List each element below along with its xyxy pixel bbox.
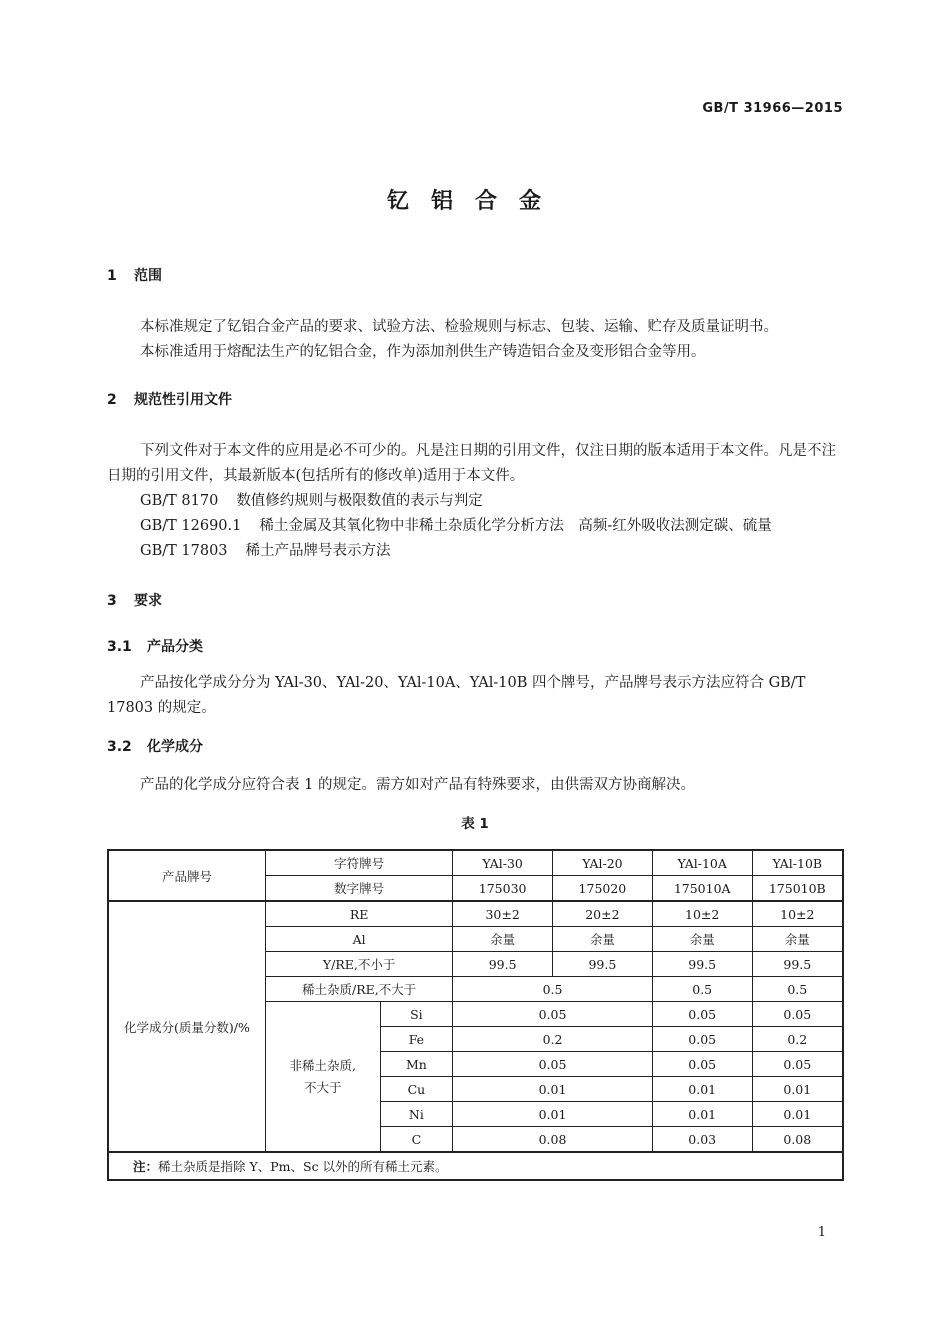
section-3-2-heading — [107, 736, 203, 756]
table-cell: 0.01 — [652, 1102, 752, 1127]
table-cell: 99.5 — [752, 952, 843, 977]
section-3-1-heading — [107, 636, 203, 656]
table-cell: 余量 — [453, 927, 553, 952]
table-cell: 0.01 — [453, 1102, 653, 1127]
reference-item — [140, 514, 772, 535]
section-title: 要求 — [134, 593, 162, 609]
table-cell: 99.5 — [553, 952, 653, 977]
table-cell: 0.5 — [652, 977, 752, 1002]
table-cell: Ni — [380, 1102, 453, 1127]
table-cell: 数字牌号 — [265, 876, 452, 902]
table-cell: 0.5 — [453, 977, 653, 1002]
paragraph: 产品的化学成分应符合表 1 的规定。需方如对产品有特殊要求，由供需双方协商解决。 — [140, 777, 695, 793]
paragraph: 下列文件对于本文件的应用是必不可少的。凡是注日期的引用文件，仅注日期的版本适用于本文件。凡是不注日期的引用文件，其最新版本(包括所有的修改单)适用于本文件。 — [107, 443, 836, 484]
table-cell: 175020 — [553, 876, 653, 902]
section-title: 化学成分 — [147, 739, 203, 755]
table-cell: Mn — [380, 1052, 453, 1077]
table-cell: 0.08 — [752, 1127, 843, 1153]
paragraph: 本标准规定了钇铝合金产品的要求、试验方法、检验规则与标志、包装、运输、贮存及质量证明书。 — [140, 319, 778, 335]
table-cell: 0.05 — [752, 1002, 843, 1027]
table-cell: C — [380, 1127, 453, 1153]
table-cell: 余量 — [652, 927, 752, 952]
table-cell: 0.05 — [652, 1027, 752, 1052]
table-cell: 99.5 — [453, 952, 553, 977]
section-title: 产品分类 — [147, 639, 203, 655]
note-label: 注： — [133, 1159, 159, 1174]
page-number: 1 — [817, 1225, 826, 1240]
reference-code: GB/T 8170 — [140, 493, 219, 509]
note-text: 稀土杂质是指除 Y、Pm、Sc 以外的所有稀土元素。 — [158, 1159, 448, 1174]
table-cell: 0.05 — [652, 1052, 752, 1077]
section-title: 规范性引用文件 — [134, 392, 232, 408]
table-row — [108, 1152, 843, 1180]
table-cell: Fe — [380, 1027, 453, 1052]
reference-title: 稀土金属及其氧化物中非稀土杂质化学分析方法 高频-红外吸收法测定碳、硫量 — [259, 518, 772, 534]
paragraph: 本标准适用于熔配法生产的钇铝合金，作为添加剂供生产铸造铝合金及变形铝合金等用。 — [140, 344, 706, 360]
reference-title: 稀土产品牌号表示方法 — [245, 543, 391, 559]
section-number: 3.2 — [107, 739, 132, 755]
table-cell: YAl-10A — [652, 850, 752, 876]
reference-title: 数值修约规则与极限数值的表示与判定 — [236, 493, 483, 509]
section-number: 3.1 — [107, 639, 132, 655]
table-row — [108, 901, 843, 927]
table-cell: 99.5 — [652, 952, 752, 977]
table-cell: Cu — [380, 1077, 453, 1102]
section-number: 3 — [107, 593, 117, 609]
table-cell: Si — [380, 1002, 453, 1027]
table-cell: 10±2 — [652, 901, 752, 927]
table-cell: 175010A — [652, 876, 752, 902]
table-cell: 0.01 — [652, 1077, 752, 1102]
table-cell: 字符牌号 — [265, 850, 452, 876]
table-cell: 175010B — [752, 876, 843, 902]
table-cell: 化学成分(质量分数)/% — [108, 901, 265, 1152]
table-cell: 0.05 — [652, 1002, 752, 1027]
non-re-label: 不大于 — [303, 1079, 342, 1095]
table-cell: 稀土杂质/RE,不大于 — [265, 977, 452, 1002]
table-cell: 余量 — [553, 927, 653, 952]
reference-code: GB/T 12690.1 — [140, 518, 242, 534]
table-cell: 0.2 — [453, 1027, 653, 1052]
paragraph: 产品按化学成分分为 YAl-30、YAl-20、YAl-10A、YAl-10B 四个牌号，产品牌号表示方法应符合 GB/T 17803 的规定。 — [107, 675, 806, 716]
table-cell: 0.08 — [453, 1127, 653, 1153]
section-title: 范围 — [134, 268, 162, 284]
table-cell: Y/RE,不小于 — [265, 952, 452, 977]
section-number: 2 — [107, 392, 117, 408]
section-3-heading — [107, 590, 162, 610]
standard-code: GB/T 31966—2015 — [702, 101, 843, 116]
table-cell: RE — [265, 901, 452, 927]
section-2-heading — [107, 389, 232, 409]
table-cell: 10±2 — [752, 901, 843, 927]
table-cell: 0.01 — [752, 1102, 843, 1127]
table-cell: 0.01 — [453, 1077, 653, 1102]
table-cell: 0.05 — [752, 1052, 843, 1077]
table-cell: 0.5 — [752, 977, 843, 1002]
document-title: 钇铝合金 — [386, 189, 563, 214]
reference-item — [140, 489, 483, 510]
table-cell: 0.2 — [752, 1027, 843, 1052]
table-cell: 0.03 — [652, 1127, 752, 1153]
non-re-label: 非稀土杂质, — [289, 1057, 356, 1073]
table-cell — [265, 1002, 380, 1153]
table-cell: 0.01 — [752, 1077, 843, 1102]
table-cell: 余量 — [752, 927, 843, 952]
table-cell: 产品牌号 — [108, 850, 265, 901]
chemical-composition-table — [107, 849, 844, 1181]
table-cell: 0.05 — [453, 1002, 653, 1027]
table-cell: YAl-10B — [752, 850, 843, 876]
table-cell: Al — [265, 927, 452, 952]
section-number: 1 — [107, 268, 117, 284]
table-note — [108, 1152, 843, 1180]
table-cell: YAl-30 — [453, 850, 553, 876]
table-cell: YAl-20 — [553, 850, 653, 876]
reference-item — [140, 539, 391, 560]
table-cell: 30±2 — [453, 901, 553, 927]
table-cell: 20±2 — [553, 901, 653, 927]
table-row — [108, 850, 843, 876]
reference-code: GB/T 17803 — [140, 543, 228, 559]
table-caption: 表 1 — [461, 816, 489, 832]
table-cell: 175030 — [453, 876, 553, 902]
table-cell: 0.05 — [453, 1052, 653, 1077]
section-1-heading — [107, 265, 162, 285]
